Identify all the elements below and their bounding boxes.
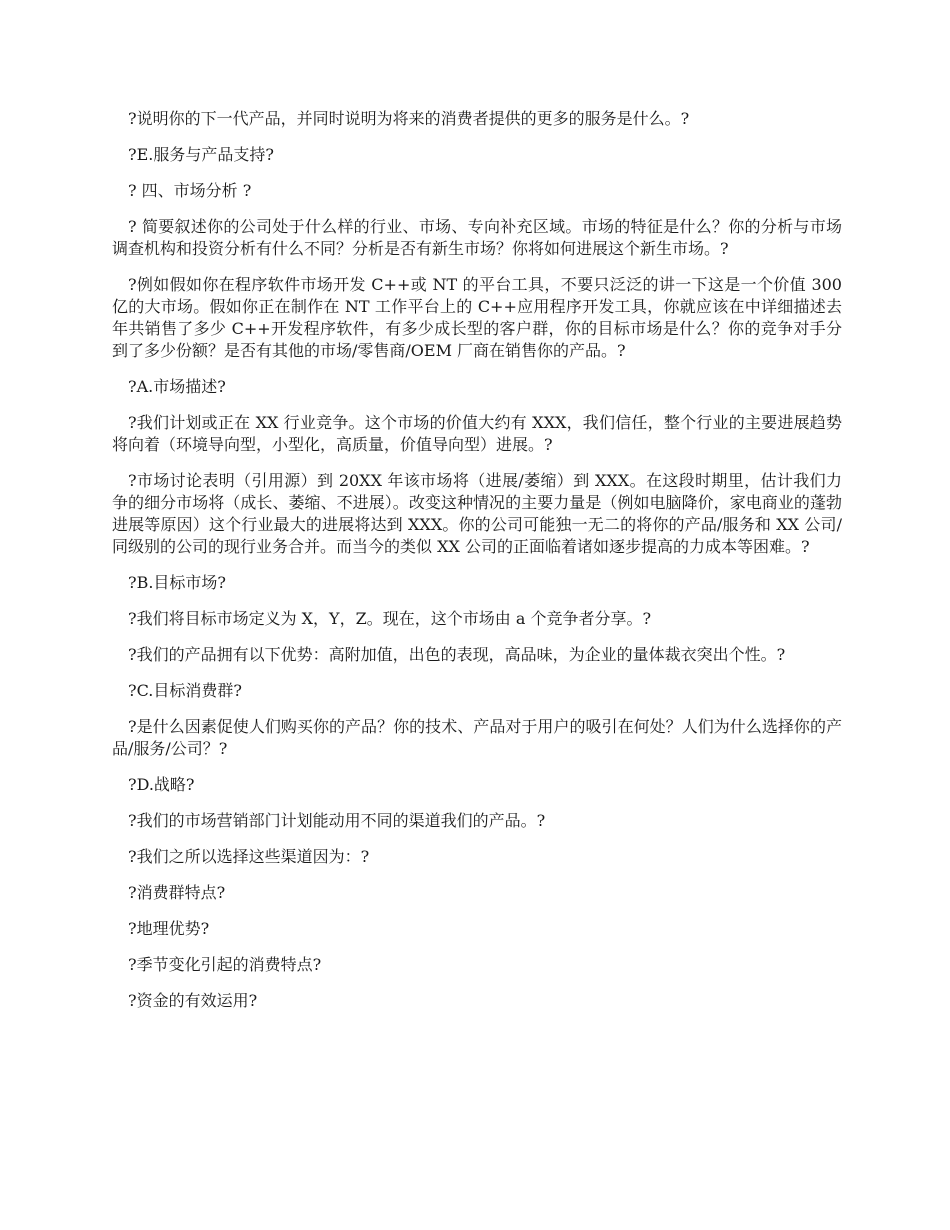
heading-target-market: ?B.目标市场? bbox=[128, 573, 227, 592]
paragraph-product-advantages: ?我们的产品拥有以下优势：高附加值，出色的表现，高品味，为企业的量体裁衣突出个性。? bbox=[128, 645, 786, 664]
paragraph-industry-overview: ? 简要叙述你的公司处于什么样的行业、市场、专向补充区域。市场的特征是什么？你的分析与市场调查机构和投资分析有什么不同？分析是否有新生市场？你将如何进展这个新生市场。? bbox=[112, 217, 842, 258]
heading-market-analysis: ? 四、市场分析 ? bbox=[128, 181, 252, 200]
paragraph-target-market-definition: ?我们将目标市场定义为 X，Y，Z。现在，这个市场由 a 个竞争者分享。? bbox=[128, 609, 652, 628]
paragraph-market-research: ?市场讨论表明（引用源）到 20XX 年该市场将（进展/萎缩）到 XXX。在这段时期里，估计我们力争的细分市场将（成长、萎缩、不进展）。改变这种情况的主要力量是（例如电脑降价，家电商业的蓬勃进展等原因）这个行业最大的进展将达到 XXX。你的公司可能独一无二的将你的产品/服务和 XX 公司/同级别的公司的现行业务合并。而当今的类似 XX 公司的正面临着诸如逐步提高的力成本等困难。? bbox=[112, 471, 842, 556]
paragraph-next-gen-product: ?说明你的下一代产品，并同时说明为将来的消费者提供的更多的服务是什么。? bbox=[128, 109, 690, 128]
paragraph-purchase-factors: ?是什么因素促使人们购买你的产品？你的技术、产品对于用户的吸引在何处？人们为什么选择你的产品/服务/公司？? bbox=[112, 717, 842, 758]
heading-strategy: ?D.战略? bbox=[128, 775, 195, 794]
paragraph-marketing-channels: ?我们的市场营销部门计划能动用不同的渠道我们的产品。? bbox=[128, 811, 546, 830]
paragraph-industry-competition: ?我们计划或正在 XX 行业竞争。这个市场的价值大约有 XXX，我们信任，整个行业的主要进展趋势将向着（环境导向型，小型化，高质量，价值导向型）进展。? bbox=[112, 413, 842, 454]
list-item-seasonal-consumption: ?季节变化引起的消费特点? bbox=[128, 955, 322, 974]
heading-service-support: ?E.服务与产品支持? bbox=[128, 145, 274, 164]
heading-target-consumers: ?C.目标消费群? bbox=[128, 681, 242, 700]
heading-market-description: ?A.市场描述? bbox=[128, 377, 226, 396]
paragraph-example-software-market: ?例如假如你在程序软件市场开发 C++或 NT 的平台工具，不要只泛泛的讲一下这是一个价值 300 亿的大市场。假如你正在制作在 NT 工作平台上的 C++应用程序开发工具，你就应该在中详细描述去年共销售了多少 C++开发程序软件，有多少成长型的客户群，你的目标市场是什么？你的竞争对手分到了多少份额？是否有其他的市场/零售商/OEM 厂商在销售你的产品。? bbox=[112, 275, 842, 360]
document-body bbox=[112, 108, 842, 1026]
list-item-geographic-advantage: ?地理优势? bbox=[128, 919, 210, 938]
list-item-capital-usage: ?资金的有效运用? bbox=[128, 991, 258, 1010]
paragraph-channel-reasons: ?我们之所以选择这些渠道因为：? bbox=[128, 847, 370, 866]
list-item-consumer-traits: ?消费群特点? bbox=[128, 883, 226, 902]
